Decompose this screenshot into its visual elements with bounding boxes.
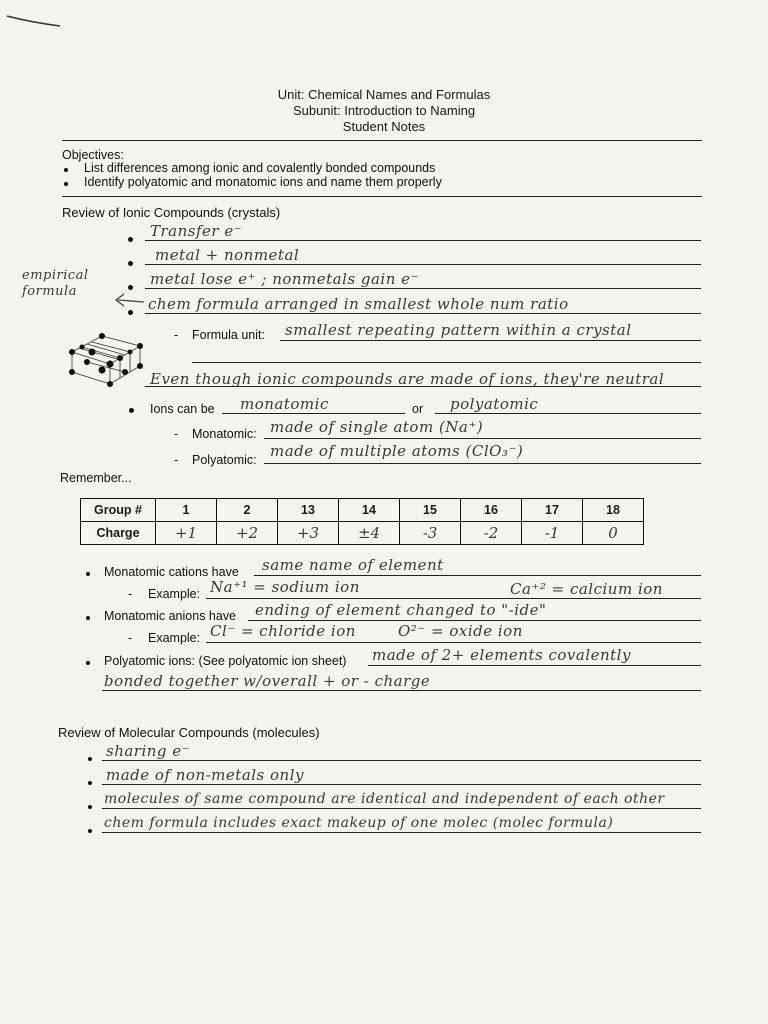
table-cell: 16 xyxy=(461,499,522,522)
handwritten-answer: chem formula includes exact makeup of one molec (molec formula) xyxy=(104,815,614,831)
dash: - xyxy=(174,328,179,342)
handwritten-answer: bonded together w/overall + or - charge xyxy=(104,672,431,690)
table-row xyxy=(81,522,644,545)
handwritten-answer: made of 2+ elements covalently xyxy=(372,646,631,664)
handwritten-answer: Na⁺¹ = sodium ion xyxy=(210,578,360,596)
anions-label: Monatomic anions have xyxy=(104,609,237,623)
answer-line xyxy=(264,438,701,439)
bullet xyxy=(88,757,92,761)
handwritten-answer: same name of element xyxy=(262,556,444,574)
polyatomic-label: Polyatomic: xyxy=(192,453,257,467)
bullet xyxy=(86,616,90,620)
objectives-divider xyxy=(62,196,702,197)
objectives-label: Objectives: xyxy=(62,148,124,162)
handwritten-answer: made of non-metals only xyxy=(106,766,304,784)
answer-line xyxy=(145,288,701,289)
dash: - xyxy=(174,427,179,441)
table-cell: +1 xyxy=(156,522,217,545)
bullet xyxy=(128,261,133,266)
objective-item: Identify polyatomic and monatomic ions and name them properly xyxy=(84,175,442,189)
answer-line xyxy=(254,575,701,576)
formula-unit-label: Formula unit: xyxy=(192,328,265,342)
table-cell: +2 xyxy=(217,522,278,545)
answer-line xyxy=(145,264,701,265)
handwritten-answer: Ca⁺² = calcium ion xyxy=(510,580,663,598)
answer-line xyxy=(222,413,405,414)
table-cell: -3 xyxy=(400,522,461,545)
answer-line xyxy=(145,386,701,387)
table-cell: -1 xyxy=(522,522,583,545)
handwritten-answer: chem formula arranged in smallest whole num ratio xyxy=(148,295,569,313)
table-cell: 14 xyxy=(339,499,400,522)
dash: - xyxy=(128,631,133,645)
group-charge-table xyxy=(80,498,644,545)
table-cell: -2 xyxy=(461,522,522,545)
bullet xyxy=(88,781,92,785)
bullet xyxy=(128,310,133,315)
table-header-cell: Group # xyxy=(81,499,156,522)
answer-line xyxy=(368,665,701,666)
answer-line xyxy=(145,313,701,314)
remember-label: Remember... xyxy=(60,471,132,485)
dash: - xyxy=(174,453,179,467)
handwritten-answer: sharing e⁻ xyxy=(106,742,191,760)
monatomic-label: Monatomic: xyxy=(192,427,257,441)
answer-line xyxy=(192,362,701,363)
subunit-title: Subunit: Introduction to Naming xyxy=(292,103,476,118)
table-cell: 15 xyxy=(400,499,461,522)
corner-pen-mark xyxy=(5,10,65,30)
table-header-cell: Charge xyxy=(81,522,156,545)
margin-note: empirical formula xyxy=(22,268,89,299)
answer-line xyxy=(102,832,701,833)
answer-line xyxy=(102,690,701,691)
answer-line xyxy=(102,808,701,809)
bullet xyxy=(86,661,90,665)
unit-title: Unit: Chemical Names and Formulas xyxy=(277,87,491,102)
handwritten-answer: smallest repeating pattern within a crystal xyxy=(285,321,632,339)
table-cell: 13 xyxy=(278,499,339,522)
notes-title: Student Notes xyxy=(342,119,426,134)
handwritten-answer: ending of element changed to "-ide" xyxy=(255,601,547,619)
answer-line xyxy=(435,413,701,414)
handwritten-answer: polyatomic xyxy=(450,395,539,413)
example-label: Example: xyxy=(148,587,201,601)
table-cell: 1 xyxy=(156,499,217,522)
example-label: Example: xyxy=(148,631,201,645)
table-cell: 18 xyxy=(583,499,644,522)
molecular-section-title: Review of Molecular Compounds (molecules) xyxy=(58,725,320,740)
bullet xyxy=(88,805,92,809)
table-cell: +3 xyxy=(278,522,339,545)
bullet xyxy=(128,237,133,242)
bullet xyxy=(64,168,68,172)
answer-line xyxy=(264,463,701,464)
handwritten-answer: O²⁻ = oxide ion xyxy=(398,622,523,640)
handwritten-answer: made of multiple atoms (ClO₃⁻) xyxy=(270,442,524,460)
table-cell: 0 xyxy=(583,522,644,545)
ionic-section-title: Review of Ionic Compounds (crystals) xyxy=(62,205,281,220)
table-cell: 2 xyxy=(217,499,278,522)
table-cell: ±4 xyxy=(339,522,400,545)
cations-label: Monatomic cations have xyxy=(104,565,239,579)
bullet xyxy=(88,829,92,833)
bullet xyxy=(129,408,134,413)
arrow-icon xyxy=(110,292,146,308)
or-label: or xyxy=(412,402,424,416)
answer-line xyxy=(280,340,701,341)
handwritten-answer: Transfer e⁻ xyxy=(150,222,243,240)
answer-line xyxy=(102,784,701,785)
ions-label: Ions can be xyxy=(150,402,215,416)
handwritten-answer: made of single atom (Na⁺) xyxy=(270,418,484,436)
answer-line xyxy=(248,620,701,621)
handwritten-answer: metal + nonmetal xyxy=(155,246,300,264)
header-divider xyxy=(62,140,702,141)
polyatomic-ions-label: Polyatomic ions: (See polyatomic ion sheet) xyxy=(104,654,347,668)
table-cell: 17 xyxy=(522,499,583,522)
answer-line xyxy=(145,240,701,241)
handwritten-answer: metal lose e⁺ ; nonmetals gain e⁻ xyxy=(150,270,419,288)
table-row xyxy=(81,499,644,522)
handwritten-note: Even though ionic compounds are made of ions, they're neutral xyxy=(150,370,665,388)
objective-item: List differences among ionic and covalently bonded compounds xyxy=(84,161,436,175)
dash: - xyxy=(128,587,133,601)
crystal-lattice-icon xyxy=(62,322,148,388)
bullet xyxy=(64,182,68,186)
handwritten-answer: molecules of same compound are identical and independent of each other xyxy=(104,791,665,807)
answer-line xyxy=(206,642,701,643)
answer-line xyxy=(102,760,701,761)
handwritten-answer: monatomic xyxy=(240,395,329,413)
handwritten-answer: Cl⁻ = chloride ion xyxy=(210,622,356,640)
bullet xyxy=(86,572,90,576)
answer-line xyxy=(206,598,701,599)
bullet xyxy=(128,285,133,290)
